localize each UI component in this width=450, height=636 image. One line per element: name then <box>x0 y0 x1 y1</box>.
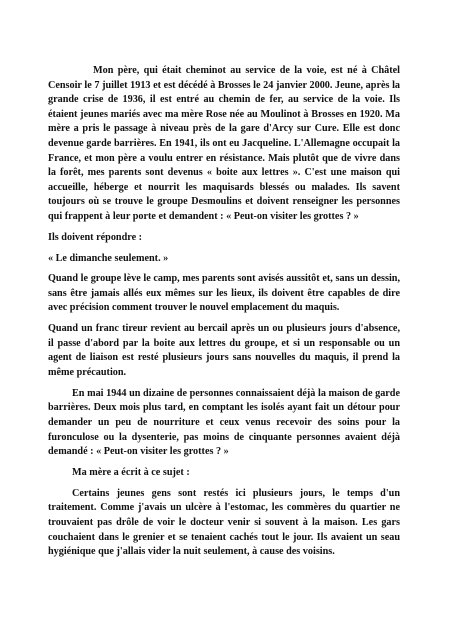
paragraph-young-men: Certains jeunes gens sont restés ici plusieurs jours, le temps d'un traitement. Comme j'avais un ulcère à l'estomac, les commères du quartier ne trouvaient pas drôle de voir le docteur venir si souvent à la maison. Les gars couchaient dans le grenier et se tenaient cachés tout le jour. Ils avaient un seau hygiénique que j'allais vider la nuit seulement, à cause des voisins. <box>48 487 400 558</box>
paragraph-password-reply: « Le dimanche seulement. » <box>48 252 169 264</box>
paragraph-camp-moves: Quand le groupe lève le camp, mes parents sont avisés aussitôt et, sans un dessin, sans être jamais allés eux mêmes sur les lieux, ils doivent être capables de dire avec précision comment trouver le nouvel emplacement du maquis. <box>48 273 400 314</box>
paragraph-must-answer: Ils doivent répondre : <box>48 231 143 243</box>
paragraph-franc-tireur: Quand un franc tireur revient au bercail après un ou plusieurs jours d'absence, il passe d'abord par la boite aux lettres du groupe, et si un responsable ou un agent de liaison est resté plusieurs jours sans nouvelles du maquis, il prend la même précaution. <box>48 323 400 379</box>
paragraph-father-biography: Mon père, qui était cheminot au service de la voie, est né à Châtel Censoir le 7 juillet 1913 et est décédé à Brosses le 24 janvier 2000. Jeune, après la grande crise de 1936, il est entré au chemin de fer, au service de la voie. Ils étaient jeunes mariés avec ma mère Rose née au Moulinot à Brosses en 1920. Ma mère a pris le passage à niveau près de la gare d'Arcy sur Cure. Elle est donc devenue garde barrières. En 1941, ils ont eu Jacqueline. L'Allemagne occupait la France, et mon père a voulu entrer en résistance. Mais plutôt que de vivre dans la forêt, mes parents sont devenus « boite aux lettres ». C'est une maison qui accueille, héberge et nourrit les maquisards blessés ou malades. Ils savent toujours où se trouve le groupe Desmoulins et doivent renseigner les personnes qui frappent à leur porte et demandent : « Peut-on visiter les grottes ? » <box>48 65 400 222</box>
document-page <box>48 64 400 566</box>
paragraph-mother-wrote: Ma mère a écrit à ce sujet : <box>72 466 190 478</box>
paragraph-may-1944: En mai 1944 un dizaine de personnes connaissaient déjà la maison de garde barrières. Deux mois plus tard, en comptant les isolés ayant fait un détour pour demander un peu de nourriture et ceux venus recevoir des soins pour la furonculose ou la dysenterie, pas moins de cinquante personnes avaient déjà demandé : « Peut-on visiter les grottes ? » <box>48 387 400 458</box>
